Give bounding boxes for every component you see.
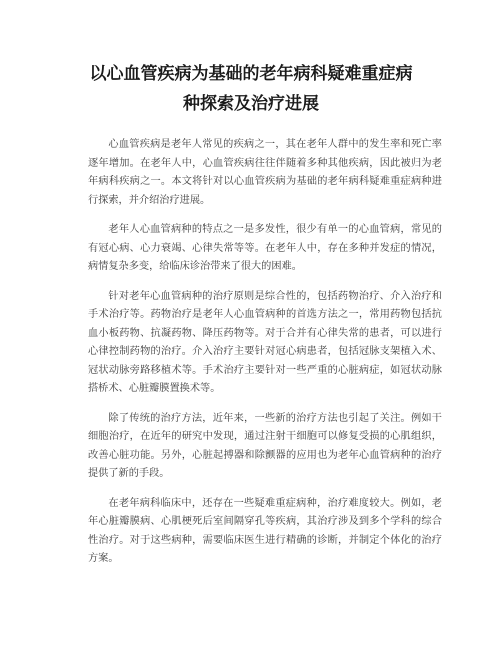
document-title-line-1: 以心血管疾病为基础的老年病科疑难重症病 bbox=[89, 64, 413, 84]
paragraph-1: 心血管疾病是老年人常见的疾病之一，其在老年人群中的发生率和死亡率逐年增加。在老年人中，心血管疾病往往伴随着多种其他疾病，因此被归为老年病科疾病之一。本文将针对以心血管疾病为基础的老年病科疑难重症病种进行探索，并介绍治疗进展。 bbox=[88, 139, 442, 206]
document-body bbox=[88, 136, 442, 580]
paragraph-4: 除了传统的治疗方法，近年来，一些新的治疗方法也引起了关注。例如干细胞治疗，在近年的研究中发现，通过注射干细胞可以修复受损的心肌组织，改善心脏功能。另外，心脏起搏器和除颤器的应用也为老年心血管病种的治疗提供了新的手段。 bbox=[88, 412, 442, 479]
paragraph-2: 老年人心血管病种的特点之一是多发性，很少有单一的心血管病，常见的有冠心病、心力衰竭、心律失常等等。在老年人中，存在多种并发症的情况，病情复杂多变，给临床诊治带来了很大的困难。 bbox=[88, 224, 442, 272]
paragraph-5: 在老年病科临床中，还存在一些疑难重症病种，治疗难度较大。例如，老年心脏瓣膜病、心肌梗死后室间隔穿孔等疾病，其治疗涉及到多个学科的综合性治疗。对于这些病种，需要临床医生进行精确的诊断，并制定个体化的治疗方案。 bbox=[88, 497, 442, 564]
document-title-line-2: 种探索及治疗进展 bbox=[183, 94, 319, 114]
paragraph-3: 针对老年心血管病种的治疗原则是综合性的，包括药物治疗、介入治疗和手术治疗等。药物治疗是老年人心血管病种的首选方法之一，常用药物包括抗血小板药物、抗凝药物、降压药物等。对于合并有心律失常的患者，可以进行心律控制药物的治疗。介入治疗主要针对冠心病患者，包括冠脉支架植入术、冠状动脉旁路移植术等。手术治疗主要针对一些严重的心脏病症，如冠状动脉搭桥术、心脏瓣膜置换术等。 bbox=[88, 290, 442, 394]
